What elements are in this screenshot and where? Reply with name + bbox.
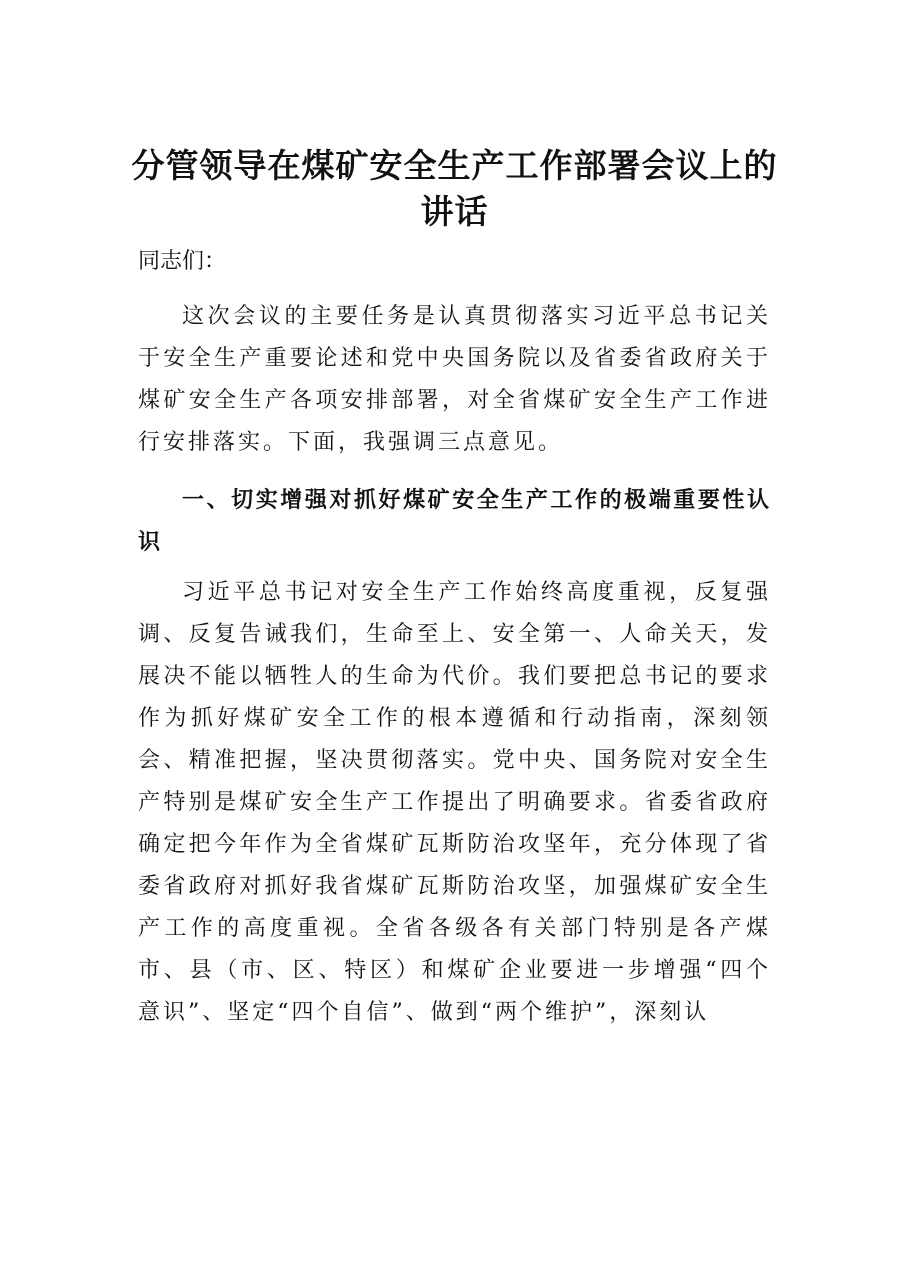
document-body [138,244,771,1050]
section-paragraph-1: 习近平总书记对安全生产工作始终高度重视，反复强调、反复告诫我们，生命至上、安全第一、人命关天，发展决不能以牺牲人的生命为代价。我们要把总书记的要求作为抓好煤矿安全工作的根本遵循和行动指南，深刻领会、精准把握，坚决贯彻落实。党中央、国务院对安全生产特别是煤矿安全生产工作提出了明确要求。省委省政府确定把今年作为全省煤矿瓦斯防治攻坚年，充分体现了省委省政府对抓好我省煤矿瓦斯防治攻坚，加强煤矿安全生产工作的高度重视。全省各级各有关部门特别是各产煤市、县（市、区、特区）和煤矿企业要进一步增强“四个意识”、坚定“四个自信”、做到“两个维护”，深刻认 [138,580,771,1025]
salutation: 同志们： [138,249,227,274]
section-heading-1: 一、切实增强对抓好煤矿安全生产工作的极端重要性认识 [138,488,771,555]
intro-paragraph: 这次会议的主要任务是认真贯彻落实习近平总书记关于安全生产重要论述和党中央国务院以及省委省政府关于煤矿安全生产各项安排部署，对全省煤矿安全生产工作进行安排落实。下面，我强调三点意见。 [138,304,771,455]
document-title: 分管领导在煤矿安全生产工作部署会议上的讲话 [131,146,778,231]
